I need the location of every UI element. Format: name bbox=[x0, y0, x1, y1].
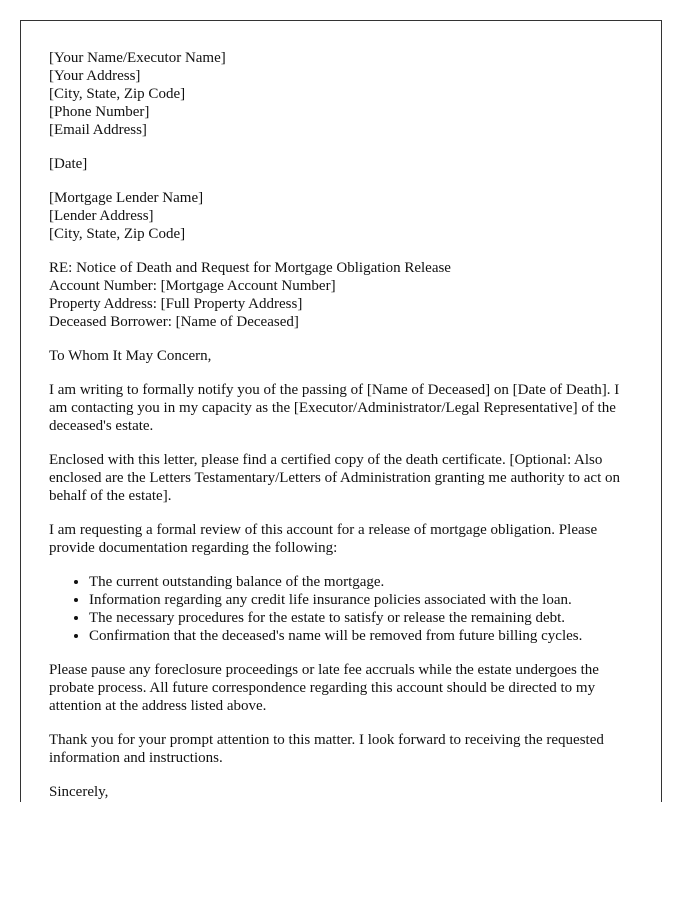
re-line: RE: Notice of Death and Request for Mortgage Obligation Release bbox=[49, 260, 451, 276]
property-address: Property Address: [Full Property Address] bbox=[49, 296, 303, 312]
closing: Sincerely, bbox=[49, 784, 109, 800]
letter-page bbox=[20, 20, 662, 802]
list-item: • Information regarding any credit life insurance policies associated with the loan. bbox=[89, 591, 634, 609]
body-paragraph: Thank you for your prompt attention to this matter. I look forward to receiving the requested information and instructions. bbox=[49, 732, 604, 766]
sender-city: [City, State, Zip Code] bbox=[49, 86, 186, 102]
request-list bbox=[49, 573, 634, 645]
list-item: • Confirmation that the deceased's name will be removed from future billing cycles. bbox=[89, 627, 634, 645]
recipient-name: [Mortgage Lender Name] bbox=[49, 190, 204, 206]
list-item: • The current outstanding balance of the mortgage. bbox=[89, 573, 634, 591]
body-paragraph: I am writing to formally notify you of the passing of [Name of Deceased] on [Date of Death]. I am contacting you in my capacity as the [Executor/Administrator/Legal Representative] of the deceased's estate. bbox=[49, 382, 620, 434]
body-paragraph: Please pause any foreclosure proceedings or late fee accruals while the estate undergoes the probate process. All future correspondence regarding this account should be directed to my attention at the address listed above. bbox=[49, 662, 599, 714]
account-number: Account Number: [Mortgage Account Number] bbox=[49, 278, 336, 294]
sender-email: [Email Address] bbox=[49, 122, 147, 138]
recipient-address: [Lender Address] bbox=[49, 208, 154, 224]
body-paragraph: I am requesting a formal review of this account for a release of mortgage obligation. Please provide documentation regarding the following: bbox=[49, 522, 598, 556]
letter-date: [Date] bbox=[49, 156, 88, 172]
reference-block bbox=[49, 259, 634, 331]
recipient-block bbox=[49, 189, 634, 243]
sender-block bbox=[49, 49, 634, 139]
salutation: To Whom It May Concern, bbox=[49, 348, 212, 364]
body-paragraph: Enclosed with this letter, please find a certified copy of the death certificate. [Optional: Also enclosed are the Letters Testamentary/Letters of Administration granting me authority to act on behalf of the estate]. bbox=[49, 452, 620, 504]
list-item: • The necessary procedures for the estate to satisfy or release the remaining debt. bbox=[89, 609, 634, 627]
sender-phone: [Phone Number] bbox=[49, 104, 150, 120]
deceased-borrower: Deceased Borrower: [Name of Deceased] bbox=[49, 314, 299, 330]
sender-name: [Your Name/Executor Name] bbox=[49, 50, 226, 66]
recipient-city: [City, State, Zip Code] bbox=[49, 226, 186, 242]
sender-address: [Your Address] bbox=[49, 68, 141, 84]
